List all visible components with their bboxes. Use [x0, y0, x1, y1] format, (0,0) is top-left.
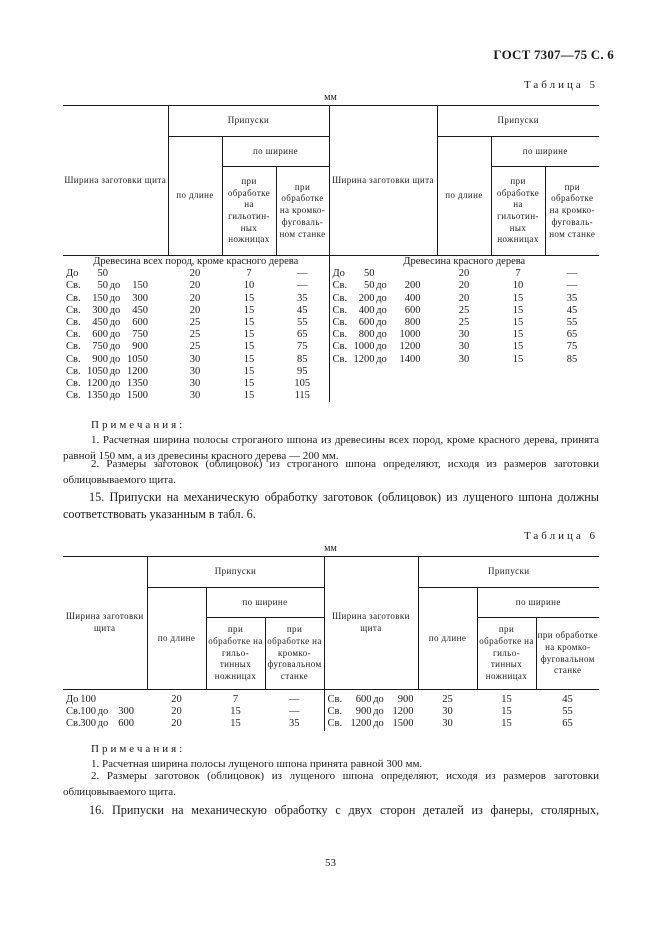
range-part — [108, 268, 122, 280]
table5-unit: мм — [324, 92, 337, 103]
table5-header-length-left: по длине — [168, 137, 222, 256]
edge-value: 45 — [562, 694, 573, 705]
range-part: Св. — [332, 329, 348, 341]
range-part: 1050 — [127, 353, 148, 365]
table6-header-guillotine-left: при обработке на гильо-тинных ножницах — [206, 618, 265, 690]
table6 — [63, 556, 599, 731]
range-part: 1500 — [127, 390, 148, 402]
range-part: 600 — [404, 304, 421, 316]
guillotine-value: 15 — [243, 317, 255, 329]
edge-value: 95 — [297, 365, 308, 377]
range-part: Св. — [66, 304, 81, 316]
range-part: Св. — [66, 317, 81, 329]
range-part: Св. — [66, 365, 81, 377]
range-part: 450 — [132, 304, 148, 316]
range-part: 1000 — [353, 341, 375, 353]
table5-right-length-cell — [437, 268, 491, 402]
notes2-item: 1. Расчетная ширина полосы лущеного шпона принята равной 300 мм. — [91, 758, 423, 770]
paragraph-15: 15. Припуски на механическую обработку заготовок (облицовок) из лущеного шпона должны соответствовать указанным в табл. 6. — [63, 490, 599, 521]
guillotine-value: 15 — [243, 329, 255, 341]
width-range — [63, 329, 168, 341]
range-part — [110, 694, 134, 706]
range-part: 1000 — [399, 329, 421, 341]
range-part: 800 — [358, 329, 375, 341]
range-part: до — [109, 304, 121, 316]
edge-value: — — [566, 268, 578, 280]
edge-value: 35 — [566, 292, 578, 304]
range-part: до — [376, 317, 387, 329]
width-range — [63, 317, 168, 329]
length-value: 30 — [458, 329, 470, 341]
table5-caption: Таблица 5 — [523, 79, 598, 91]
range-part — [389, 268, 421, 280]
range-part: до — [109, 292, 121, 304]
guillotine-value: 15 — [512, 353, 524, 365]
range-part: 150 — [92, 292, 108, 304]
edge-value: — — [289, 706, 300, 718]
table5-right-title: Древесина красного дерева — [403, 256, 526, 267]
range-part: до — [373, 718, 384, 730]
length-value: 30 — [458, 353, 470, 365]
range-part: Св. — [327, 718, 343, 730]
guillotine-value: 15 — [243, 292, 255, 304]
range-part: Св. — [66, 390, 81, 402]
table5-header-length-right: по длине — [437, 137, 491, 256]
table5-left-title: Древесина всех пород, кроме красного дерева — [63, 256, 329, 269]
guillotine-value: 15 — [501, 706, 512, 718]
range-part: до — [376, 292, 387, 304]
range-part: 1200 — [399, 341, 421, 353]
range-part: 1200 — [353, 353, 375, 365]
width-range — [63, 390, 168, 402]
table6-header-length-left: по длине — [147, 588, 206, 690]
length-value: 30 — [189, 390, 201, 402]
width-range — [63, 378, 168, 390]
width-range — [330, 280, 438, 292]
range-part: Св. — [332, 280, 348, 292]
table5-left-guillotine-cell — [222, 268, 276, 402]
width-range — [63, 366, 168, 378]
edge-value: — — [289, 694, 300, 705]
table6-unit: мм — [324, 543, 337, 554]
table6-right-width-cell — [324, 690, 418, 731]
length-value: 25 — [458, 317, 470, 329]
guillotine-value: 15 — [243, 365, 255, 377]
notes2-heading: Примечания: — [91, 743, 186, 755]
range-part: 1200 — [127, 365, 148, 377]
table5-header-bywidth-right: по ширине — [491, 137, 599, 167]
edge-value: 45 — [297, 304, 308, 316]
range-part: до — [109, 365, 121, 377]
range-part: 1350 — [127, 378, 148, 390]
table5-header-edge-right: при обработке на кромко-фуговаль-ном станке — [545, 167, 599, 256]
table6-left-width-cell — [63, 690, 147, 731]
range-part: Св. — [66, 341, 81, 353]
range-part: Св. — [332, 292, 348, 304]
range-part: До — [66, 268, 79, 280]
guillotine-value: 7 — [246, 268, 252, 280]
table5-header-guillotine-left: при обработке на гильотин-ных ножницах — [222, 167, 276, 256]
table5-header-width-right: Ширина заготовки щита — [329, 106, 437, 256]
range-part: Св. — [66, 280, 81, 292]
guillotine-value: 15 — [243, 378, 255, 390]
range-part: до — [376, 304, 387, 316]
table6-header-bywidth-right: по ширине — [477, 588, 599, 618]
range-part: до — [373, 706, 384, 718]
range-part: 50 — [97, 268, 108, 280]
table5-left-length-cell — [168, 268, 222, 402]
range-part: до — [109, 329, 121, 341]
range-part: до — [376, 280, 387, 292]
edge-value: 65 — [297, 329, 308, 341]
length-value: 20 — [189, 280, 201, 292]
range-part: 800 — [404, 317, 421, 329]
range-part: Св. — [327, 706, 343, 718]
edge-value: 55 — [297, 317, 308, 329]
range-part — [122, 268, 148, 280]
width-range — [325, 706, 419, 718]
range-part: до — [109, 378, 121, 390]
range-part: 900 — [92, 353, 108, 365]
range-part: 600 — [118, 718, 134, 730]
guillotine-value: 15 — [512, 317, 524, 329]
range-part: Св. — [332, 353, 348, 365]
notes1-item: 2. Размеры заготовок (облицовок) из строганого шпона определяют, исходя из размеров заготовки облицовываемого щита. — [63, 458, 599, 486]
edge-value: 65 — [566, 329, 578, 341]
edge-value: — — [566, 280, 578, 292]
range-part: до — [109, 353, 121, 365]
width-range — [63, 718, 147, 730]
range-part: 1200 — [87, 378, 108, 390]
range-part: 450 — [92, 317, 108, 329]
length-value: 20 — [189, 304, 201, 316]
range-part: 50 — [364, 268, 375, 280]
range-part: до — [97, 718, 109, 730]
range-part: до — [109, 280, 121, 292]
length-value: 25 — [189, 317, 201, 329]
edge-value: 115 — [294, 390, 310, 402]
range-part: 600 — [358, 317, 375, 329]
length-value: 20 — [458, 268, 470, 280]
width-range — [330, 354, 438, 366]
guillotine-value: 15 — [512, 292, 524, 304]
table6-header-width-left: Ширина заготовки щита — [63, 557, 147, 690]
notes1-item: 1. Расчетная ширина полосы строганого шпона из древесины всех пород, кроме красного дерева, принята равной 150 мм, а из древесины красного дерева — 200 мм. — [63, 434, 599, 462]
range-part: 400 — [404, 292, 421, 304]
width-range — [63, 694, 147, 706]
range-part: 150 — [132, 280, 148, 292]
length-value: 30 — [189, 365, 201, 377]
table5-header-guillotine-right: при обработке на гильотин-ных ножницах — [491, 167, 545, 256]
range-part: до — [109, 390, 121, 402]
range-part: до — [109, 317, 121, 329]
length-value: 20 — [171, 718, 182, 730]
table5-header-allowances-left: Припуски — [168, 106, 329, 137]
table5-left-edge-cell — [276, 268, 329, 402]
guillotine-value: 15 — [501, 718, 512, 730]
guillotine-value: 15 — [512, 304, 524, 316]
edge-value: 45 — [566, 304, 578, 316]
range-part: Св. — [327, 694, 343, 705]
width-range — [330, 341, 438, 353]
length-value: 20 — [458, 292, 470, 304]
range-part: Св. — [66, 706, 81, 718]
table6-right-edge-cell — [536, 690, 599, 731]
guillotine-value: 15 — [501, 694, 512, 705]
length-value: 20 — [171, 706, 182, 718]
range-part: 750 — [132, 329, 148, 341]
table6-caption: Таблица 6 — [523, 530, 598, 542]
table6-header-allowances-left: Припуски — [147, 557, 324, 588]
range-part: Св. — [66, 292, 81, 304]
width-range — [63, 706, 147, 718]
guillotine-value: 15 — [512, 341, 524, 353]
table6-header-bywidth-left: по ширине — [206, 588, 324, 618]
range-part: 900 — [132, 341, 148, 353]
range-part: 100 — [80, 706, 96, 718]
range-part: 200 — [404, 280, 421, 292]
edge-value: 75 — [566, 341, 578, 353]
range-part: Св. — [332, 317, 348, 329]
length-value: 25 — [189, 341, 201, 353]
guillotine-value: 15 — [243, 353, 255, 365]
range-part: 600 — [92, 329, 108, 341]
table6-header-length-right: по длине — [418, 588, 477, 690]
range-part: Св. — [66, 353, 81, 365]
range-part: 300 — [80, 718, 96, 730]
edge-value: 55 — [562, 706, 573, 718]
guillotine-value: 15 — [243, 304, 255, 316]
range-part — [375, 268, 389, 280]
edge-value: 35 — [297, 292, 308, 304]
range-part: 1350 — [87, 390, 108, 402]
length-value: 20 — [189, 292, 201, 304]
notes2-item: 2. Размеры заготовок (облицовок) из лущеного шпона определяют, исходя из размеров заготовки облицовываемого щита. — [63, 770, 599, 798]
guillotine-value: 7 — [515, 268, 521, 280]
range-part: 1200 — [350, 718, 372, 730]
width-range — [325, 718, 419, 730]
edge-value: 85 — [297, 353, 308, 365]
range-part: Св. — [66, 329, 81, 341]
width-range — [63, 305, 168, 317]
edge-value: 35 — [289, 718, 300, 730]
table6-header-width-right: Ширина заготовки щита — [324, 557, 418, 690]
range-part: 600 — [355, 694, 372, 705]
width-range — [330, 329, 438, 341]
edge-value: 75 — [297, 341, 308, 353]
range-part: 300 — [92, 304, 108, 316]
guillotine-value: 15 — [243, 341, 255, 353]
range-part: до — [109, 341, 121, 353]
range-part: Св. — [332, 341, 348, 353]
range-part: 1400 — [399, 353, 421, 365]
table6-left-edge-cell — [265, 690, 324, 731]
guillotine-value: 10 — [243, 280, 255, 292]
edge-value: — — [297, 268, 308, 280]
length-value: 25 — [442, 694, 453, 705]
range-part: до — [373, 694, 384, 705]
width-range — [63, 293, 168, 305]
edge-value: — — [297, 280, 308, 292]
width-range — [63, 341, 168, 353]
range-part: 1050 — [87, 365, 108, 377]
table5-header-allowances-right: Припуски — [437, 106, 599, 137]
paragraph-16: 16. Припуски на механическую обработку с двух сторон деталей из фанеры, столярных, — [89, 803, 599, 817]
range-part: Св. — [66, 378, 81, 390]
length-value: 30 — [458, 341, 470, 353]
range-part: 1200 — [392, 706, 414, 718]
table6-right-guillotine-cell — [477, 690, 536, 731]
range-part: 300 — [132, 292, 148, 304]
table6-right-length-cell — [418, 690, 477, 731]
range-part: Св. — [66, 718, 81, 730]
length-value: 25 — [458, 304, 470, 316]
length-value: 20 — [189, 268, 201, 280]
guillotine-value: 15 — [512, 329, 524, 341]
edge-value: 85 — [566, 353, 578, 365]
range-part: 900 — [397, 694, 414, 705]
range-part — [96, 694, 110, 706]
range-part: 750 — [92, 341, 108, 353]
width-range — [63, 354, 168, 366]
edge-value: 105 — [294, 378, 311, 390]
width-range — [330, 293, 438, 305]
range-part: 900 — [355, 706, 372, 718]
table5-header-width-left: Ширина заготовки щита — [63, 106, 168, 256]
length-value: 30 — [442, 718, 453, 730]
table6-header-allowances-right: Припуски — [418, 557, 599, 588]
range-part: до — [376, 329, 387, 341]
range-part: До — [332, 268, 345, 280]
length-value: 30 — [189, 378, 201, 390]
notes1-heading: Примечания: — [91, 419, 186, 431]
table5-right-edge-cell — [545, 268, 599, 402]
range-part: до — [376, 353, 387, 365]
guillotine-value: 7 — [232, 694, 239, 705]
width-range — [330, 268, 438, 280]
guillotine-value: 15 — [230, 718, 241, 730]
length-value: 30 — [442, 706, 453, 718]
range-part: 1500 — [392, 718, 414, 730]
range-part: 600 — [132, 317, 148, 329]
edge-value: 65 — [562, 718, 573, 730]
edge-value: 55 — [566, 317, 578, 329]
range-part: До — [66, 694, 79, 705]
length-value: 30 — [189, 353, 201, 365]
range-part: 200 — [358, 292, 375, 304]
table5-left-width-cell — [63, 268, 168, 402]
table5-header-bywidth-left: по ширине — [222, 137, 329, 167]
table6-header-guillotine-right: при обработке на гильо-тинных ножницах — [477, 618, 536, 690]
length-value: 25 — [189, 329, 201, 341]
range-part: 400 — [358, 304, 375, 316]
range-part: Св. — [332, 304, 348, 316]
width-range — [63, 280, 168, 292]
guillotine-value: 15 — [243, 390, 255, 402]
table6-header-edge-left: при обработке на кромко-фуговальном станке — [265, 618, 324, 690]
length-value: 20 — [171, 694, 182, 705]
table5 — [63, 105, 599, 402]
table6-header-edge-right: при обработке на кромко-фуговальном станке — [536, 618, 599, 690]
range-part: до — [376, 341, 387, 353]
range-part: 50 — [97, 280, 108, 292]
table5-right-width-cell — [329, 268, 437, 402]
range-part: до — [97, 706, 109, 718]
width-range — [330, 305, 438, 317]
range-part: 300 — [118, 706, 134, 718]
width-range — [330, 317, 438, 329]
range-part: 50 — [364, 280, 375, 292]
table5-header-edge-left: при обработке на кромко-фуговаль-ном станке — [276, 167, 329, 256]
page-number: 53 — [325, 857, 336, 869]
guillotine-value: 15 — [230, 706, 241, 718]
length-value: 20 — [458, 280, 470, 292]
range-part: 100 — [80, 694, 96, 705]
table6-left-length-cell — [147, 690, 206, 731]
width-range — [325, 694, 419, 706]
page-header: ГОСТ 7307—75 С. 6 — [493, 47, 614, 62]
guillotine-value: 10 — [512, 280, 524, 292]
table6-left-guillotine-cell — [206, 690, 265, 731]
width-range — [63, 268, 168, 280]
table5-right-guillotine-cell — [491, 268, 545, 402]
